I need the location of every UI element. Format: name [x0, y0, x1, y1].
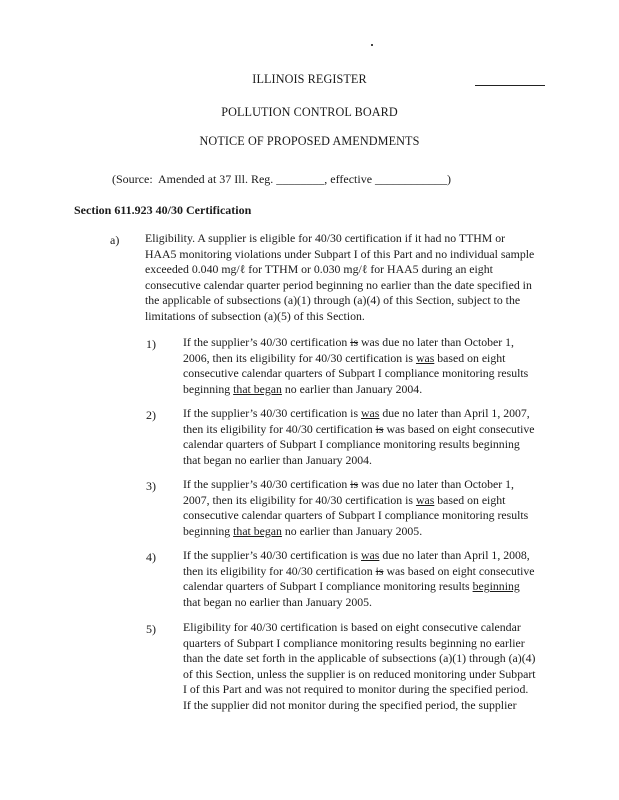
subsection-line: than the date set forth in the applicable of subsections (a)(1) through (a)(4): [183, 651, 536, 666]
subsection-line: consecutive calendar quarters of Subpart I compliance monitoring results: [183, 508, 529, 523]
subsection-line: that began no earlier than January 2004.: [183, 452, 373, 467]
subsection-label: 4): [146, 550, 156, 564]
section-heading: Section 611.923 40/30 Certification: [74, 203, 252, 217]
subsection-line: If the supplier’s 40/30 certification is was due no later than October 1,: [183, 335, 514, 349]
notice-title: NOTICE OF PROPOSED AMENDMENTS: [199, 134, 420, 148]
subsection-label: 1): [146, 337, 156, 351]
subsection-line: calendar quarters of Subpart I compliance monitoring results beginning: [183, 437, 520, 452]
scan-speck: [371, 44, 373, 46]
para-a-line: HAA5 monitoring violations under Subpart I of this Part and no individual sample: [145, 246, 535, 261]
inserted-text: beginning: [472, 579, 520, 594]
inserted-text: that began: [233, 381, 282, 396]
subsection-label: 3): [146, 479, 156, 493]
para-a-line: the applicable of subsections (a)(1) through (a)(4) of this Section, subject to the: [145, 293, 521, 308]
subsection-line: If the supplier’s 40/30 certification is was due no later than April 1, 2007,: [183, 406, 530, 420]
subsection-text: [183, 548, 535, 610]
subsection-line: calendar quarters of Subpart I compliance monitoring results beginning: [183, 579, 520, 594]
subsection-text: [183, 406, 535, 468]
subsection-line: quarters of Subpart I compliance monitoring results beginning no earlier: [183, 635, 525, 650]
subsection-line: Eligibility for 40/30 certification is based on eight consecutive calendar: [183, 620, 521, 634]
subsection-text: [183, 335, 528, 397]
subsection-line: consecutive calendar quarters of Subpart I compliance monitoring results: [183, 366, 529, 381]
para-a-label: a): [110, 233, 120, 247]
inserted-text: was: [361, 406, 380, 420]
deleted-text: is: [375, 563, 384, 578]
deleted-text: is: [350, 477, 359, 491]
subsection-line: If the supplier’s 40/30 certification is was due no later than April 1, 2008,: [183, 548, 530, 562]
subsection-line: 2006, then its eligibility for 40/30 certification is was based on eight: [183, 350, 506, 365]
deleted-text: is: [375, 421, 384, 436]
inserted-text: was: [415, 350, 435, 365]
subsection-label: 5): [146, 622, 156, 636]
subsection-line: If the supplier did not monitor during the specified period, the supplier: [183, 697, 517, 712]
subsection-line: beginning that began no earlier than January 2005.: [183, 523, 423, 538]
subsection-line: beginning that began no earlier than January 2004.: [183, 381, 423, 396]
subsection-line: If the supplier’s 40/30 certification is was due no later than October 1,: [183, 477, 514, 491]
subsection-line: then its eligibility for 40/30 certification is was based on eight consecutive: [183, 421, 535, 436]
inserted-text: that began: [233, 523, 282, 538]
subsection-line: of this Section, unless the supplier is on reduced monitoring under Subpart: [183, 666, 536, 681]
board-title: POLLUTION CONTROL BOARD: [221, 105, 398, 119]
inserted-text: was: [361, 548, 380, 562]
para-a-line: limitations of subsection (a)(5) of this Section.: [145, 308, 365, 323]
subsection-line: I of this Part and was not required to monitor during the specified period.: [183, 682, 529, 697]
para-a-text: [145, 231, 534, 325]
subsection-line: 2007, then its eligibility for 40/30 certification is was based on eight: [183, 492, 506, 507]
subsection-text: [183, 620, 536, 714]
subsection-text: [183, 477, 528, 539]
deleted-text: is: [350, 335, 359, 349]
para-a-line: consecutive calendar quarter period beginning no earlier than the date specified in: [145, 277, 532, 292]
para-a-line: Eligibility. A supplier is eligible for 40/30 certification if it had no TTHM or: [145, 231, 506, 245]
header-rule: [475, 85, 545, 86]
subsection-line: then its eligibility for 40/30 certification is was based on eight consecutive: [183, 563, 535, 578]
inserted-text: was: [415, 492, 435, 507]
subsection-line: that began no earlier than January 2005.: [183, 594, 373, 609]
source-line: (Source: Amended at 37 Ill. Reg. ________, effective ____________): [112, 172, 452, 186]
register-title: ILLINOIS REGISTER: [252, 72, 367, 86]
subsection-label: 2): [146, 408, 156, 422]
para-a-line: exceeded 0.040 mg/ℓ for TTHM or 0.030 mg/ℓ for HAA5 during an eight: [145, 262, 493, 277]
